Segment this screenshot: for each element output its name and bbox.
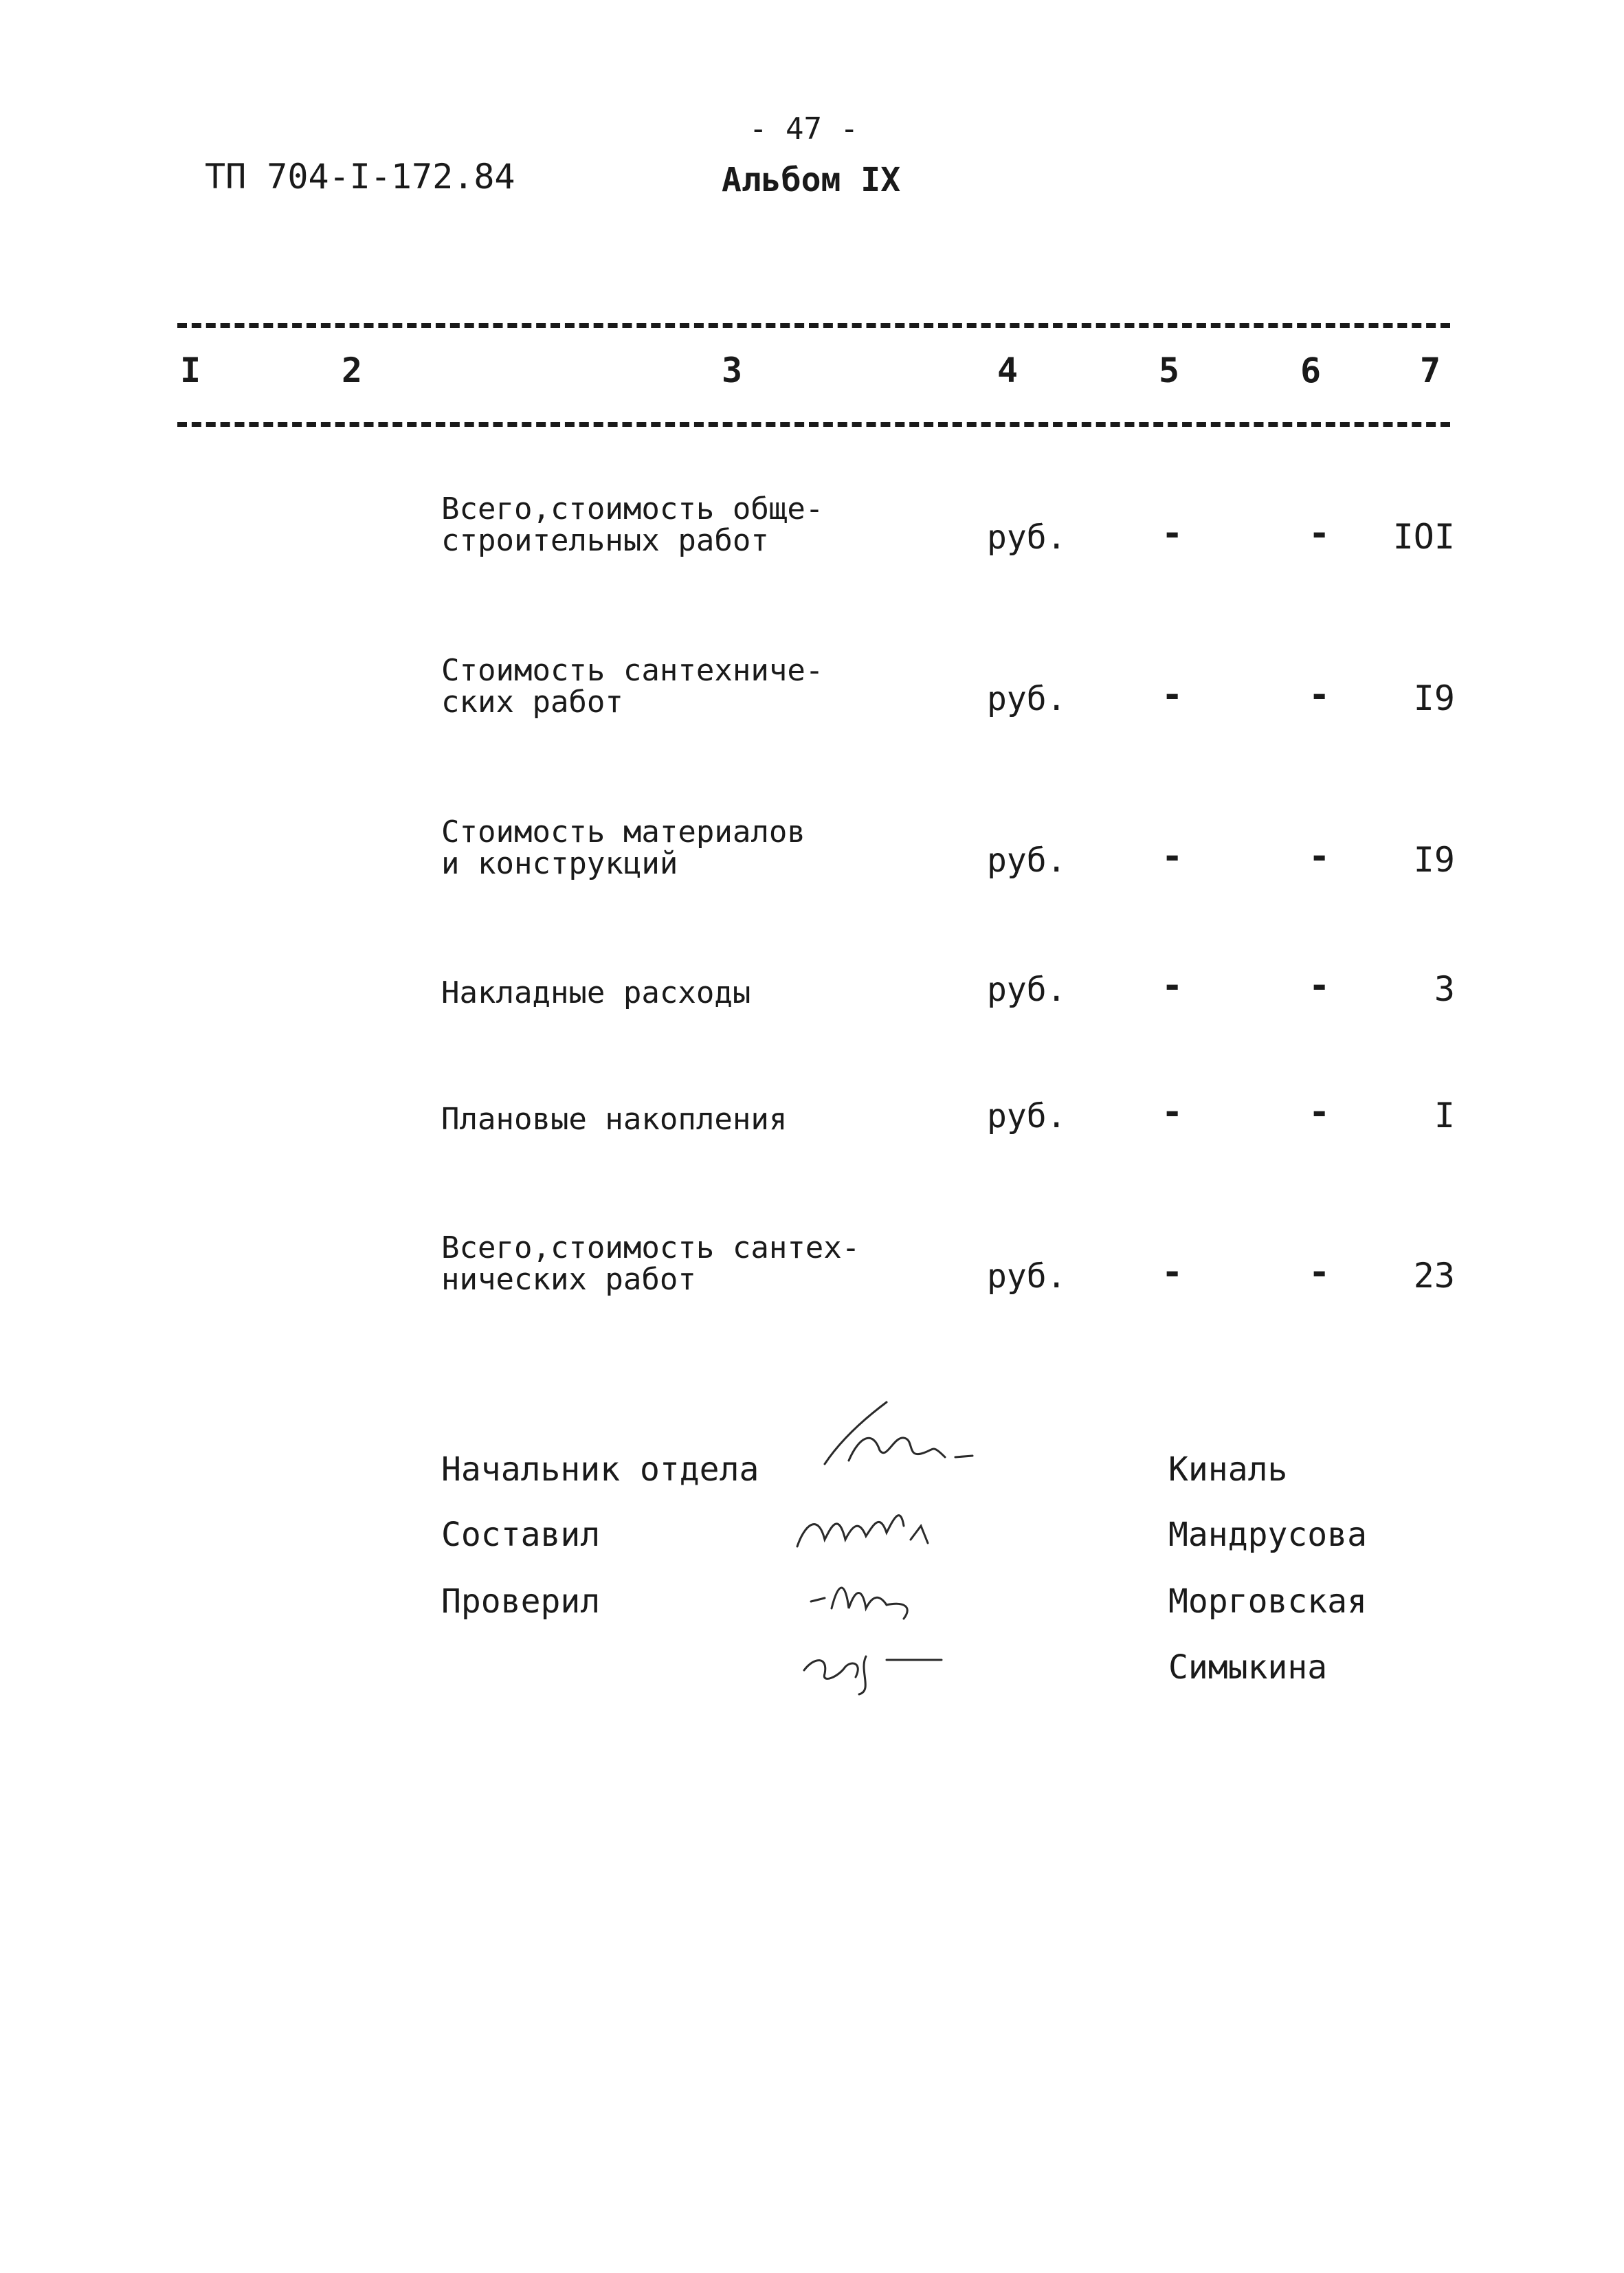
table-row [0,629,1624,718]
row-value: IOI [1392,517,1455,557]
row-col5: - [1161,965,1183,1006]
row-unit: руб. [987,518,1067,557]
row-col6: - [1309,513,1331,554]
album-label: Альбом IX [722,161,901,199]
row-name: Плановые накопления [441,1101,788,1137]
column-header-2: 2 [342,351,363,390]
row-unit: руб. [987,1097,1067,1135]
row-col5: - [1161,513,1183,554]
handwritten-signature [783,1629,1017,1698]
column-header-1: I [180,351,201,390]
row-value: 23 [1413,1256,1455,1296]
row-col5: - [1161,836,1183,877]
signature-name-3: Морговская [1168,1582,1367,1621]
row-unit: руб. [987,971,1067,1009]
row-name: Всего,стоимость сантех- нических работ [441,1230,860,1297]
signature-name-4: Симыкина [1168,1648,1328,1687]
table-top-rule [177,323,1450,328]
table-row [0,920,1624,1009]
signature-title-checked: Проверил [441,1582,601,1621]
row-col6: - [1309,836,1331,877]
column-header-6: 6 [1300,351,1322,390]
page-number: - 47 - [749,111,858,146]
signature-block [0,1395,1624,1698]
table-row [0,1046,1624,1135]
row-unit: руб. [987,841,1067,880]
row-name: Накладные расходы [441,975,751,1010]
column-header-7: 7 [1420,351,1441,390]
row-col5: - [1161,674,1183,716]
handwritten-signature [783,1485,1017,1560]
row-value: I9 [1413,840,1455,880]
row-name: Стоимость сантехниче- ских работ [441,652,824,720]
column-header-3: 3 [722,351,743,390]
row-unit: руб. [987,680,1067,718]
table-row [0,1206,1624,1296]
document-code: ТП 704-I-172.84 [205,157,515,197]
signature-title-compiled: Составил [441,1516,601,1554]
table-header-rule [177,422,1450,427]
row-value: I9 [1413,678,1455,718]
signature-title-head: Начальник отдела [441,1450,759,1489]
signature-name-1: Киналь [1168,1450,1288,1489]
row-value: 3 [1434,969,1455,1009]
handwritten-signature [783,1560,1017,1622]
row-name: Стоимость материалов и конструкций [441,814,805,881]
row-col6: - [1309,965,1331,1006]
signature-name-2: Мандрусова [1168,1516,1367,1554]
row-col6: - [1309,1252,1331,1293]
row-name: Всего,стоимость обще- строительных работ [441,491,824,558]
row-value: I [1434,1096,1455,1135]
column-header-4: 4 [997,351,1019,390]
handwritten-signature [783,1395,1017,1485]
row-col5: - [1161,1091,1183,1133]
row-unit: руб. [987,1257,1067,1296]
row-col6: - [1309,674,1331,716]
row-col5: - [1161,1252,1183,1293]
table-row [0,790,1624,880]
column-header-5: 5 [1159,351,1180,390]
table-row [0,467,1624,557]
row-col6: - [1309,1091,1331,1133]
